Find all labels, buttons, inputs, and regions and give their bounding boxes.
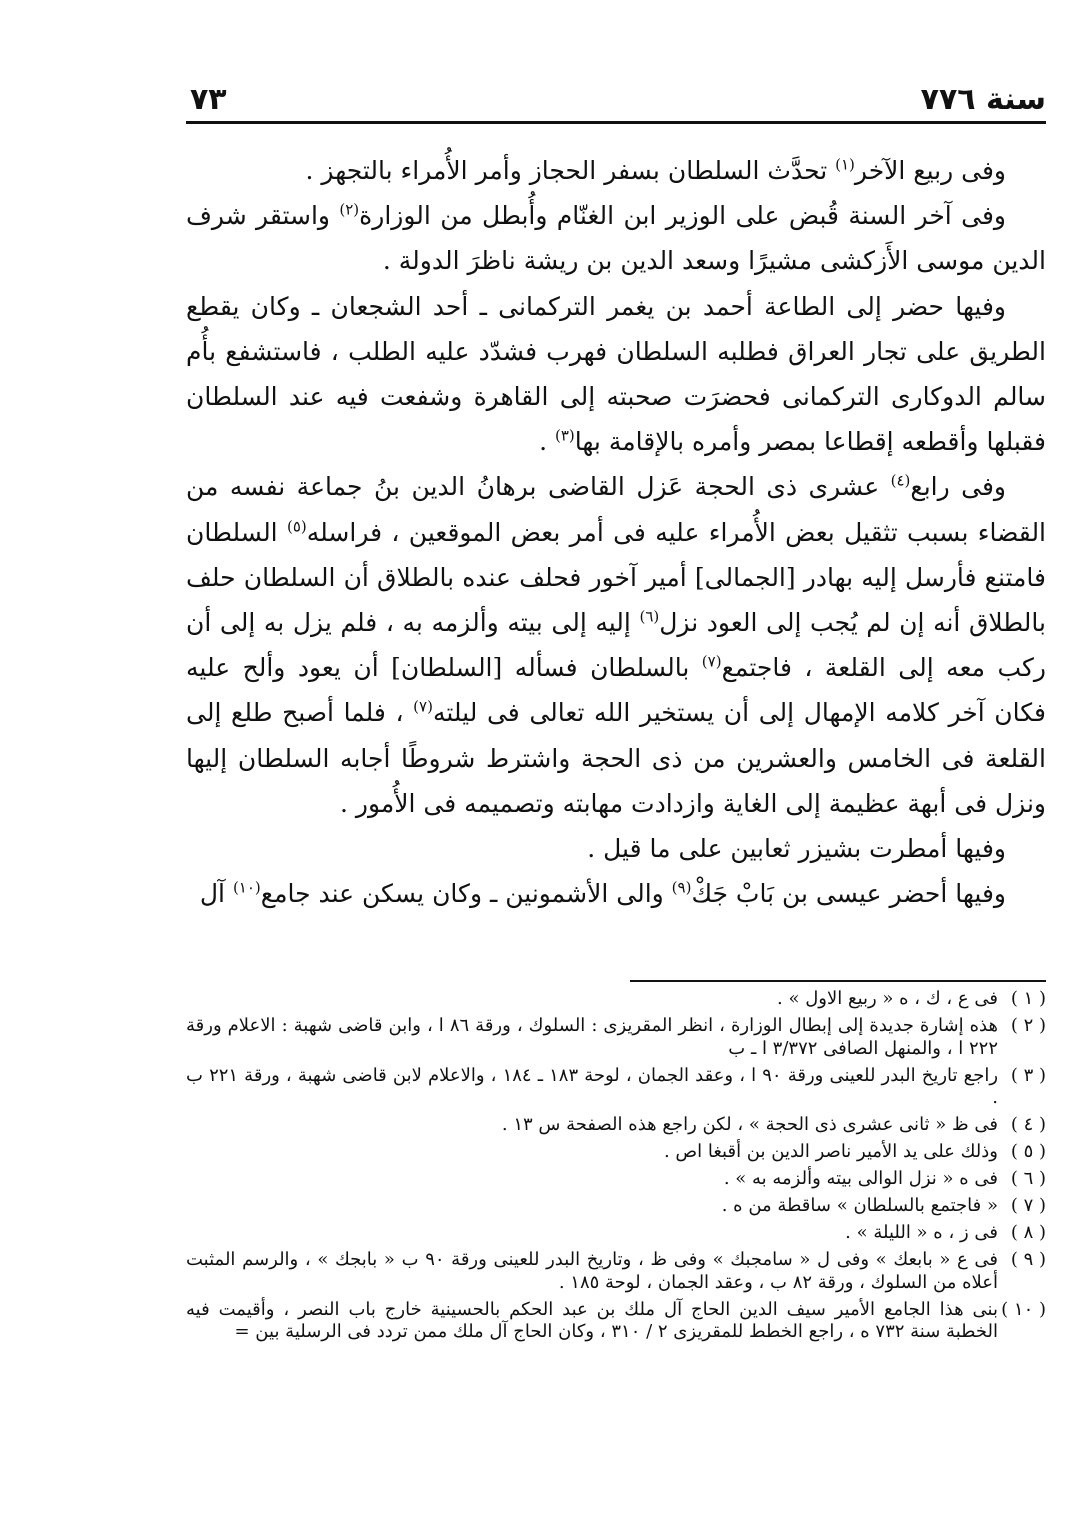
paragraph [186,871,1046,916]
header-rule [186,121,1046,124]
footnote-separator [630,980,1046,982]
footnote-number: ( ٤ ) [1010,1114,1046,1136]
footnote [186,1195,1046,1218]
text-run: واستقر شرف الدين موسى الأَزكشى مشيرًا وسعد الدين بن ريشة ناظرَ الدولة . [186,201,1046,276]
header-year: سنة ٧٧٦ [920,82,1046,117]
footnote [186,1141,1046,1164]
footnote-text: فى ع ، ك ، ه « ربيع الاول » . [777,988,998,1009]
text-run: . [539,427,555,457]
footnote-number: ( ٥ ) [1010,1141,1046,1163]
footnote-number: ( ١٠ ) [1001,1298,1046,1320]
text-run: وفى آخر السنة قُبض على الوزير ابن الغنّام وأُبطل من الوزارة [359,201,1006,231]
footnotes [186,988,1046,1348]
footnote-text: فى ه « نزل الوالى بيته وألزمه به » . [723,1168,998,1190]
text-run: تحدَّث السلطان بسفر الحجاز وأمر الأُمراء بالتجهز . [305,156,836,185]
footnote-number: ( ٧ ) [1010,1195,1046,1217]
footnote-number: ( ٢ ) [1010,1014,1046,1036]
footnote-text: بنى هذا الجامع الأمير سيف الدين الحاج آل ملك بن عبد الحكم بالحسينية خارج باب النصر ، وأقيمت فيه الخطبة سنة ٧٣٢ ه ، راجع الخطط للمقريزى ٢ / ٣١٠ ، وكان الحاج آل ملك ممن تردد فى الرسلية بين = [186,1298,998,1343]
text-run: والى الأشمونين ـ وكان يسكن عند جامع [260,879,672,909]
footnote-ref: (٣) [555,426,575,445]
footnote-ref: (٢) [339,200,360,219]
footnote-ref: (٧) [413,698,433,717]
text-run: وفى ربيع الآخر [854,156,1006,185]
paragraph [186,193,1046,283]
footnote-number: ( ٣ ) [1010,1064,1046,1086]
footnote-text: فى ع « بابعك » وفى ل « سامجبك » وفى ظ ، وتاريخ البدر للعينى ورقة ٩٠ ب « بابجك » ، والرسم المثبت أعلاه من السلوك ، ورقة ٨٢ ب ، وعقد الجمان ، لوحة ١٨٥ . [186,1249,998,1293]
paragraph [186,826,1046,871]
footnote [186,988,1046,1011]
footnote [186,1299,1046,1344]
text-run: وفيها أمطرت بشيزر ثعابين على ما قيل . [587,834,1006,864]
footnote-ref: (٦) [639,607,660,626]
footnote [186,1249,1046,1294]
paragraph [186,464,1046,826]
footnote-ref: (١٠) [232,878,261,897]
text-run: عشرى ذى الحجة عَزل القاضى برهانُ الدين بنُ جماعة نفسه من القضاء بسبب تثقيل بعض الأُمراء عليه فى أمر بعض الموقعين ، فراسله [186,472,1047,547]
text-run: وفيها حضر إلى الطاعة أحمد بن يغمر التركمانى ـ أحد الشجعان ـ وكان يقطع الطريق على تجار العراق فطلبه السلطان فهرب فشدّد عليه الطلب ، فاستشفع بأُم سالم الدوكارى التركمانى فحضرَت صحبته إلى القاهرة وشفعت فيه عند السلطان فقبلها وأقطعه إقطاعا بمصر وأمره بالإقامة بها [186,291,1046,457]
footnote-number: ( ٩ ) [1010,1249,1046,1271]
footnote-text: فى ز ، ه « الليلة » . [845,1222,998,1244]
footnote [186,1015,1046,1060]
text-run: بالسلطان فسأله [السلطان] أن يعود وألح عليه فكان آخر كلامه الإمهال إلى أن يستخير الله تعالى فى ليلته [186,653,1046,728]
text-run: آل [199,879,233,909]
footnote-ref: (١) [835,155,855,174]
footnote-number: ( ٨ ) [1010,1222,1046,1244]
footnote-ref: (٥) [286,517,307,536]
text-run: السلطان فامتنع فأرسل إليه بهادر [الجمالى] أمير آخور فحلف عنده بالطلاق أن السلطان حلف بالطلاق أنه إن لم يُجب إلى العود نزل [186,517,1046,638]
paragraph [186,148,1046,193]
footnote [186,1168,1046,1191]
text-run: وفى رابع [910,472,1007,502]
footnote [186,1222,1046,1245]
footnote-number: ( ١ ) [1010,988,1046,1009]
page-number: ٧٣ [190,82,227,117]
paragraph [186,284,1046,465]
footnote-ref: (٤) [890,472,911,491]
footnote-text: فى ظ « ثانى عشرى ذى الحجة » ، لكن راجع هذه الصفحة س ١٣ . [501,1114,998,1136]
text-run: ، فلما أصبح طلع إلى القلعة فى الخامس والعشرين من ذى الحجة واشترط شروطًا أجابه السلطان إليها ونزل فى أبهة عظيمة إلى الغاية وازدادت مهابته وتصميمه فى الأُمور . [186,698,1046,818]
footnote-ref: (٧) [701,652,722,671]
text-run: وفيها أحضر عيسى بن بَابْ جَكْ [691,879,1006,909]
footnote-text: راجع تاريخ البدر للعينى ورقة ٩٠ ا ، وعقد الجمان ، لوحة ١٨٣ ـ ١٨٤ ، والاعلام لابن قاضى شهبة ، ورقة ٢٢١ ب . [186,1064,999,1109]
footnote-ref: (٩) [671,878,692,897]
footnote [186,1065,1046,1110]
running-header [186,80,1046,120]
footnote [186,1114,1046,1137]
text-run: إليه إلى بيته وألزمه به ، فلم يزل به إلى أن ركب معه إلى القلعة ، فاجتمع [186,608,1046,683]
footnote-text: هذه إشارة جديدة إلى إبطال الوزارة ، انظر المقريزى : السلوك ، ورقة ٨٦ ا ، وابن قاضى شهبة : الاعلام ورقة ٢٢٢ ا ، والمنهل الصافى ٣/٣٧٢ ا ـ ب [186,1014,998,1059]
main-text [186,148,1046,916]
footnote-text: وذلك على يد الأمير ناصر الدين بن أقبغا اص . [663,1141,998,1163]
footnote-number: ( ٦ ) [1010,1168,1046,1190]
footnote-text: « فاجتمع بالسلطان » ساقطة من ه . [721,1195,998,1217]
